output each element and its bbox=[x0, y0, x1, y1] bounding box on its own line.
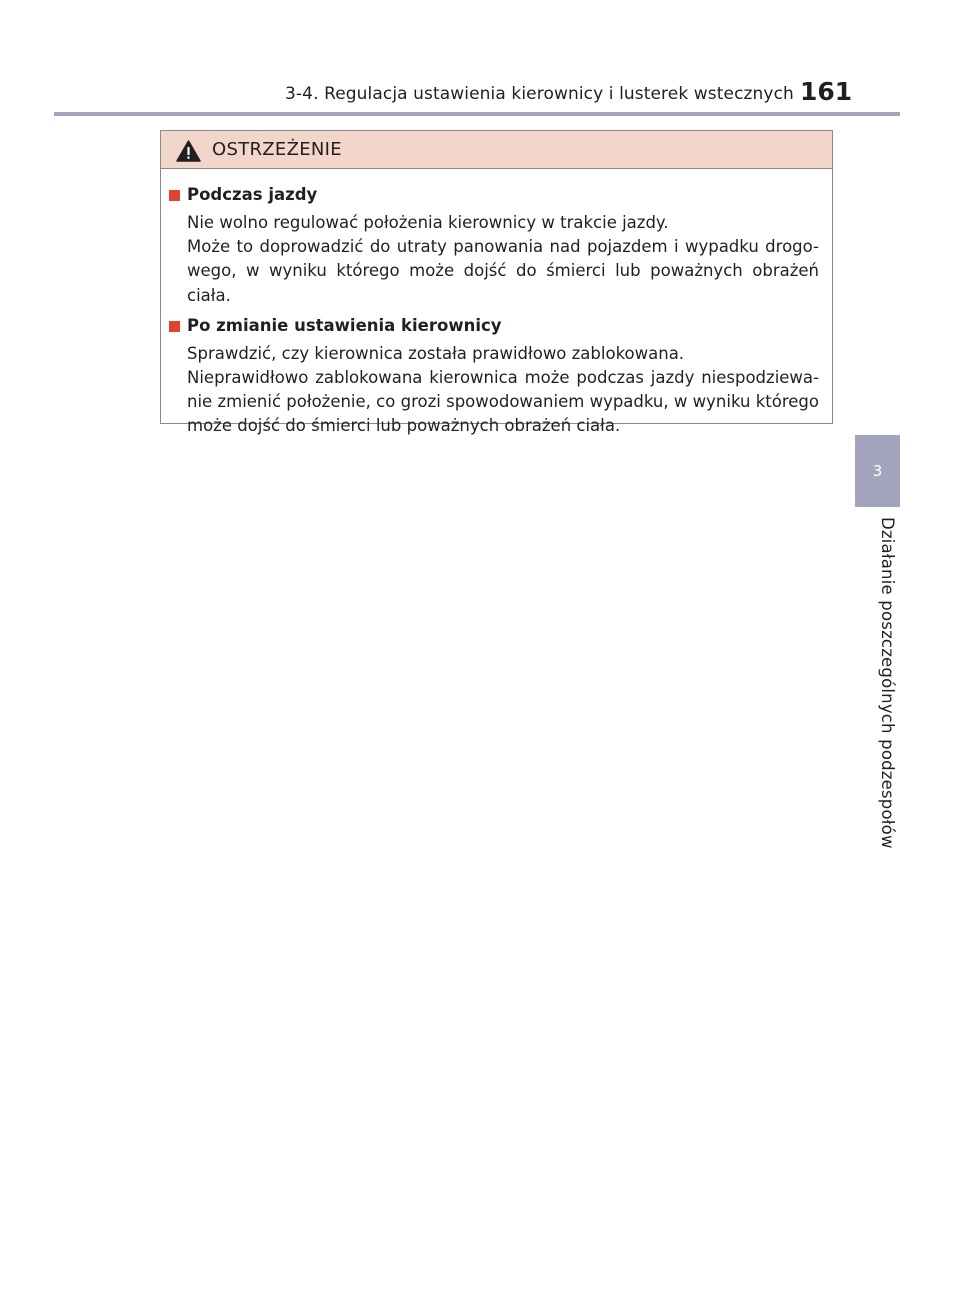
page-number: 161 bbox=[800, 77, 853, 106]
running-header: 3-4. Regulacja ustawienia kierownicy i lusterek wstecznych bbox=[285, 84, 794, 104]
section-bullet bbox=[169, 190, 180, 201]
chapter-title: Działanie poszczególnych podzespołów bbox=[878, 517, 897, 849]
section-text: Sprawdzić, czy kierownica została prawidłowo zablokowana. Nieprawidłowo zablokowana kierownica może podczas jazdy niespodziewa-nie zmienić położenie, co grozi spowodowaniem wypadku, w wyniku którego może dojść do śmierci lub poważnych obrażeń ciała. bbox=[187, 343, 819, 436]
section-heading: Podczas jazdy bbox=[187, 185, 318, 204]
warning-triangle-icon bbox=[176, 140, 201, 162]
warning-header bbox=[161, 131, 832, 169]
section-bullet bbox=[169, 321, 180, 332]
warning-title: OSTRZEŻENIE bbox=[212, 139, 342, 160]
warning-box bbox=[160, 130, 833, 436]
warning-section-driving bbox=[161, 183, 832, 308]
warning-section-after-adjust bbox=[161, 314, 832, 439]
chapter-tab bbox=[855, 435, 900, 507]
section-text: Nie wolno regulować położenia kierownicy w trakcie jazdy. Może to doprowadzić do utraty panowania nad pojazdem i wypadku drogo-wego, w wyniku którego może dojść do śmierci lub poważnych obrażeń ciała. bbox=[187, 213, 819, 305]
chapter-number: 3 bbox=[872, 462, 883, 480]
section-heading: Po zmianie ustawienia kierownicy bbox=[187, 315, 502, 335]
header-divider bbox=[54, 112, 900, 116]
